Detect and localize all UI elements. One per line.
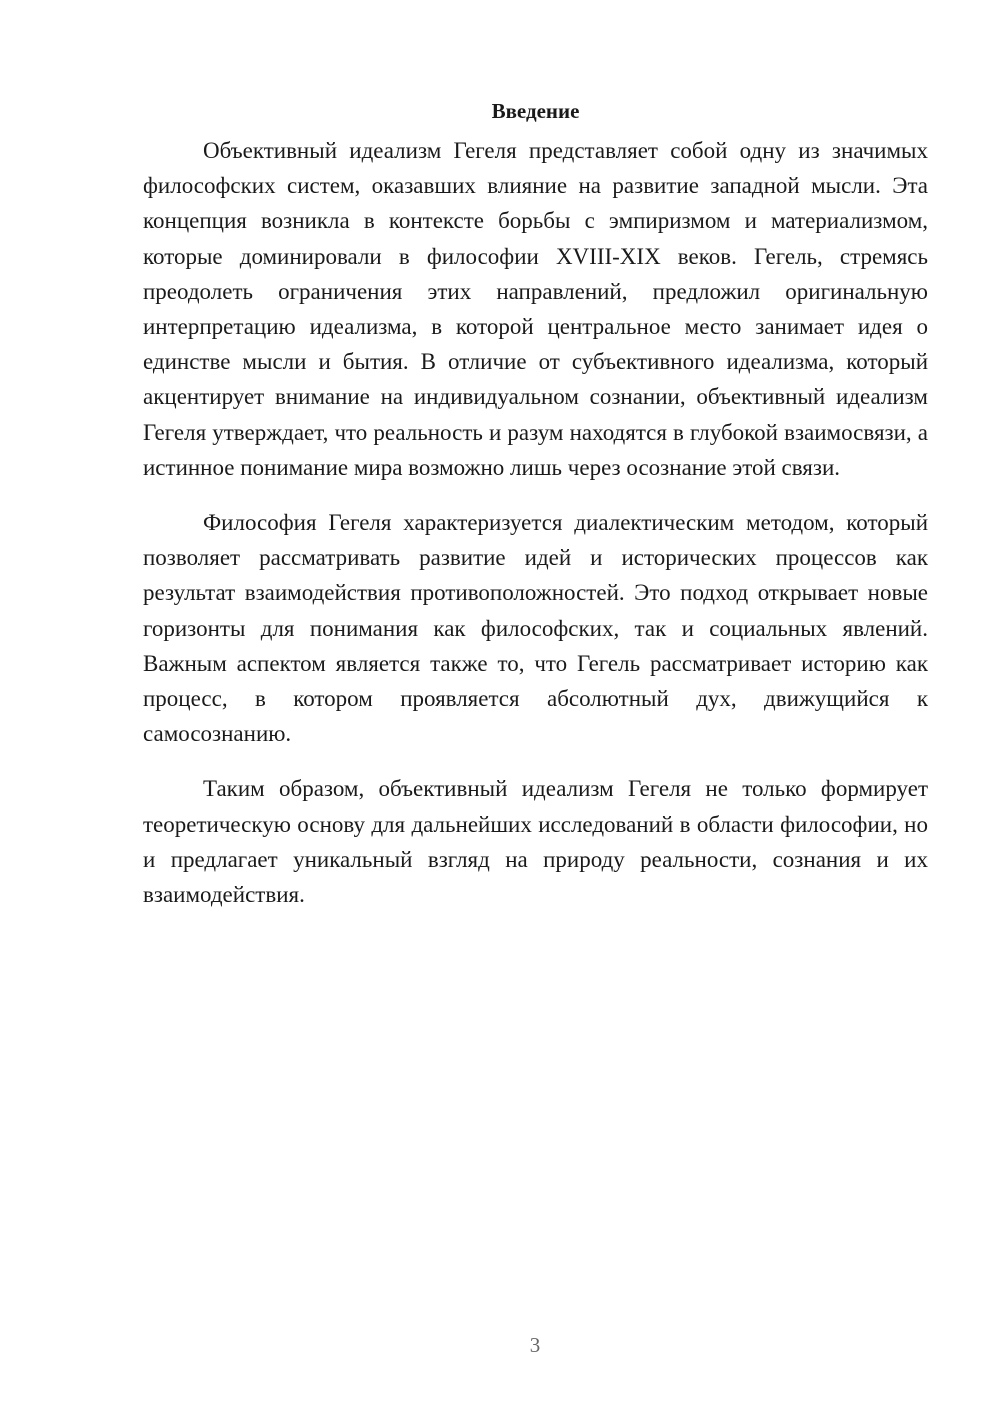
document-body [143, 94, 928, 932]
page-number: 3 [529, 1333, 541, 1357]
paragraph-3: Таким образом, объективный идеализм Гегеля не только формирует теоретическую основу для дальнейших исследований в области философии, но и предлагает уникальный взгляд на природу реальности, сознания и их взаимодействия. [143, 776, 928, 908]
paragraph-1: Объективный идеализм Гегеля представляет собой одну из значимых философских систем, оказавших влияние на развитие западной мысли. Эта концепция возникла в контексте борьбы с эмпиризмом и материализмом, которые доминировали в философии XVIII-XIX веков. Гегель, стремясь преодолеть ограничения этих направлений, предложил оригинальную интерпретацию идеализма, в которой центральное место занимает идея о единстве мысли и бытия. В отличие от субъективного идеализма, который акцентирует внимание на индивидуальном сознании, объективный идеализм Гегеля утверждает, что реальность и разум находятся в глубокой взаимосвязи, а истинное понимание мира возможно лишь через осознание этой связи. [143, 138, 928, 480]
paragraph-2: Философия Гегеля характеризуется диалектическим методом, который позволяет рассматривать развитие идей и исторических процессов как результат взаимодействия противоположностей. Это подход открывает новые горизонты для понимания как философских, так и социальных явлений. Важным аспектом является также то, что Гегель рассматривает историю как процесс, в котором проявляется абсолютный дух, движущийся к самосознанию. [143, 510, 928, 747]
section-heading: Введение [491, 99, 580, 123]
